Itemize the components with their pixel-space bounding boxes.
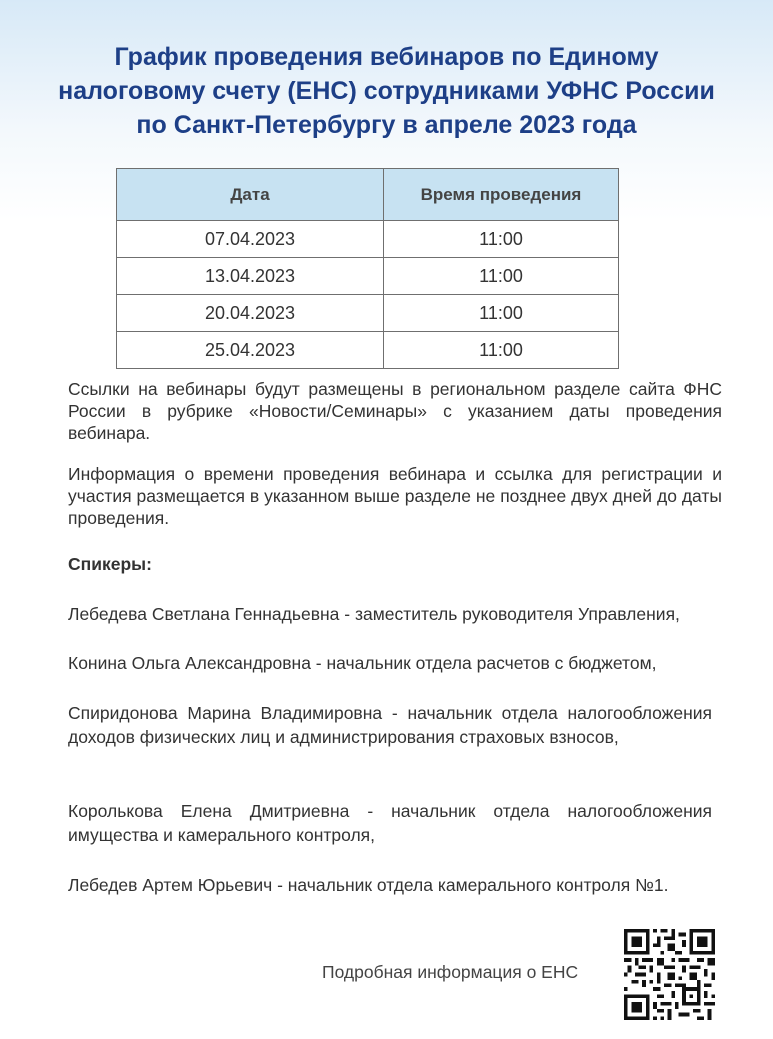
- date-cell: 13.04.2023: [117, 258, 384, 295]
- page-title: [40, 40, 733, 142]
- time-cell: 11:00: [384, 258, 619, 295]
- table-row: [117, 258, 619, 295]
- table-header-row: [117, 169, 619, 221]
- date-cell: 07.04.2023: [117, 221, 384, 258]
- speakers-heading: Спикеры:: [68, 554, 152, 574]
- time-cell: 11:00: [384, 221, 619, 258]
- info-paragraph-links: Ссылки на вебинары будут размещены в региональном разделе сайта ФНС России в рубрике «Новости/Семинары» с указанием даты проведения вебинара.: [68, 379, 722, 443]
- title-line-2: налоговому счету (ЕНС) сотрудниками УФНС России: [58, 77, 715, 105]
- speaker-item: Лебедев Артем Юрьевич - начальник отдела камерального контроля №1.: [68, 875, 669, 895]
- table-row: [117, 332, 619, 369]
- webinar-schedule-table: [116, 168, 619, 369]
- table-row: [117, 295, 619, 332]
- table-row: [117, 221, 619, 258]
- title-line-3: по Санкт-Петербургу в апреле 2023 года: [136, 111, 637, 139]
- time-cell: 11:00: [384, 332, 619, 369]
- qr-code-icon[interactable]: [624, 929, 715, 1020]
- more-info-text: Подробная информация о ЕНС: [322, 962, 579, 982]
- date-cell: 25.04.2023: [117, 332, 384, 369]
- date-cell: 20.04.2023: [117, 295, 384, 332]
- speaker-item: Спиридонова Марина Владимировна - начальник отдела налогообложения доходов физических лиц и администрирования страховых взносов,: [68, 703, 712, 747]
- time-cell: 11:00: [384, 295, 619, 332]
- speaker-item: Конина Ольга Александровна - начальник отдела расчетов с бюджетом,: [68, 653, 657, 673]
- title-line-1: График проведения вебинаров по Единому: [114, 43, 659, 71]
- info-paragraph-registration: Информация о времени проведения вебинара и ссылка для регистрации и участия размещается в указанном выше разделе не позднее двух дней до даты проведения.: [68, 464, 722, 528]
- speaker-item: Королькова Елена Дмитриевна - начальник отдела налогообложения имущества и камерального контроля,: [68, 801, 712, 845]
- column-header-date: Дата: [117, 169, 384, 221]
- speaker-item: Лебедева Светлана Геннадьевна - заместитель руководителя Управления,: [68, 604, 680, 624]
- column-header-time: Время проведения: [384, 169, 619, 221]
